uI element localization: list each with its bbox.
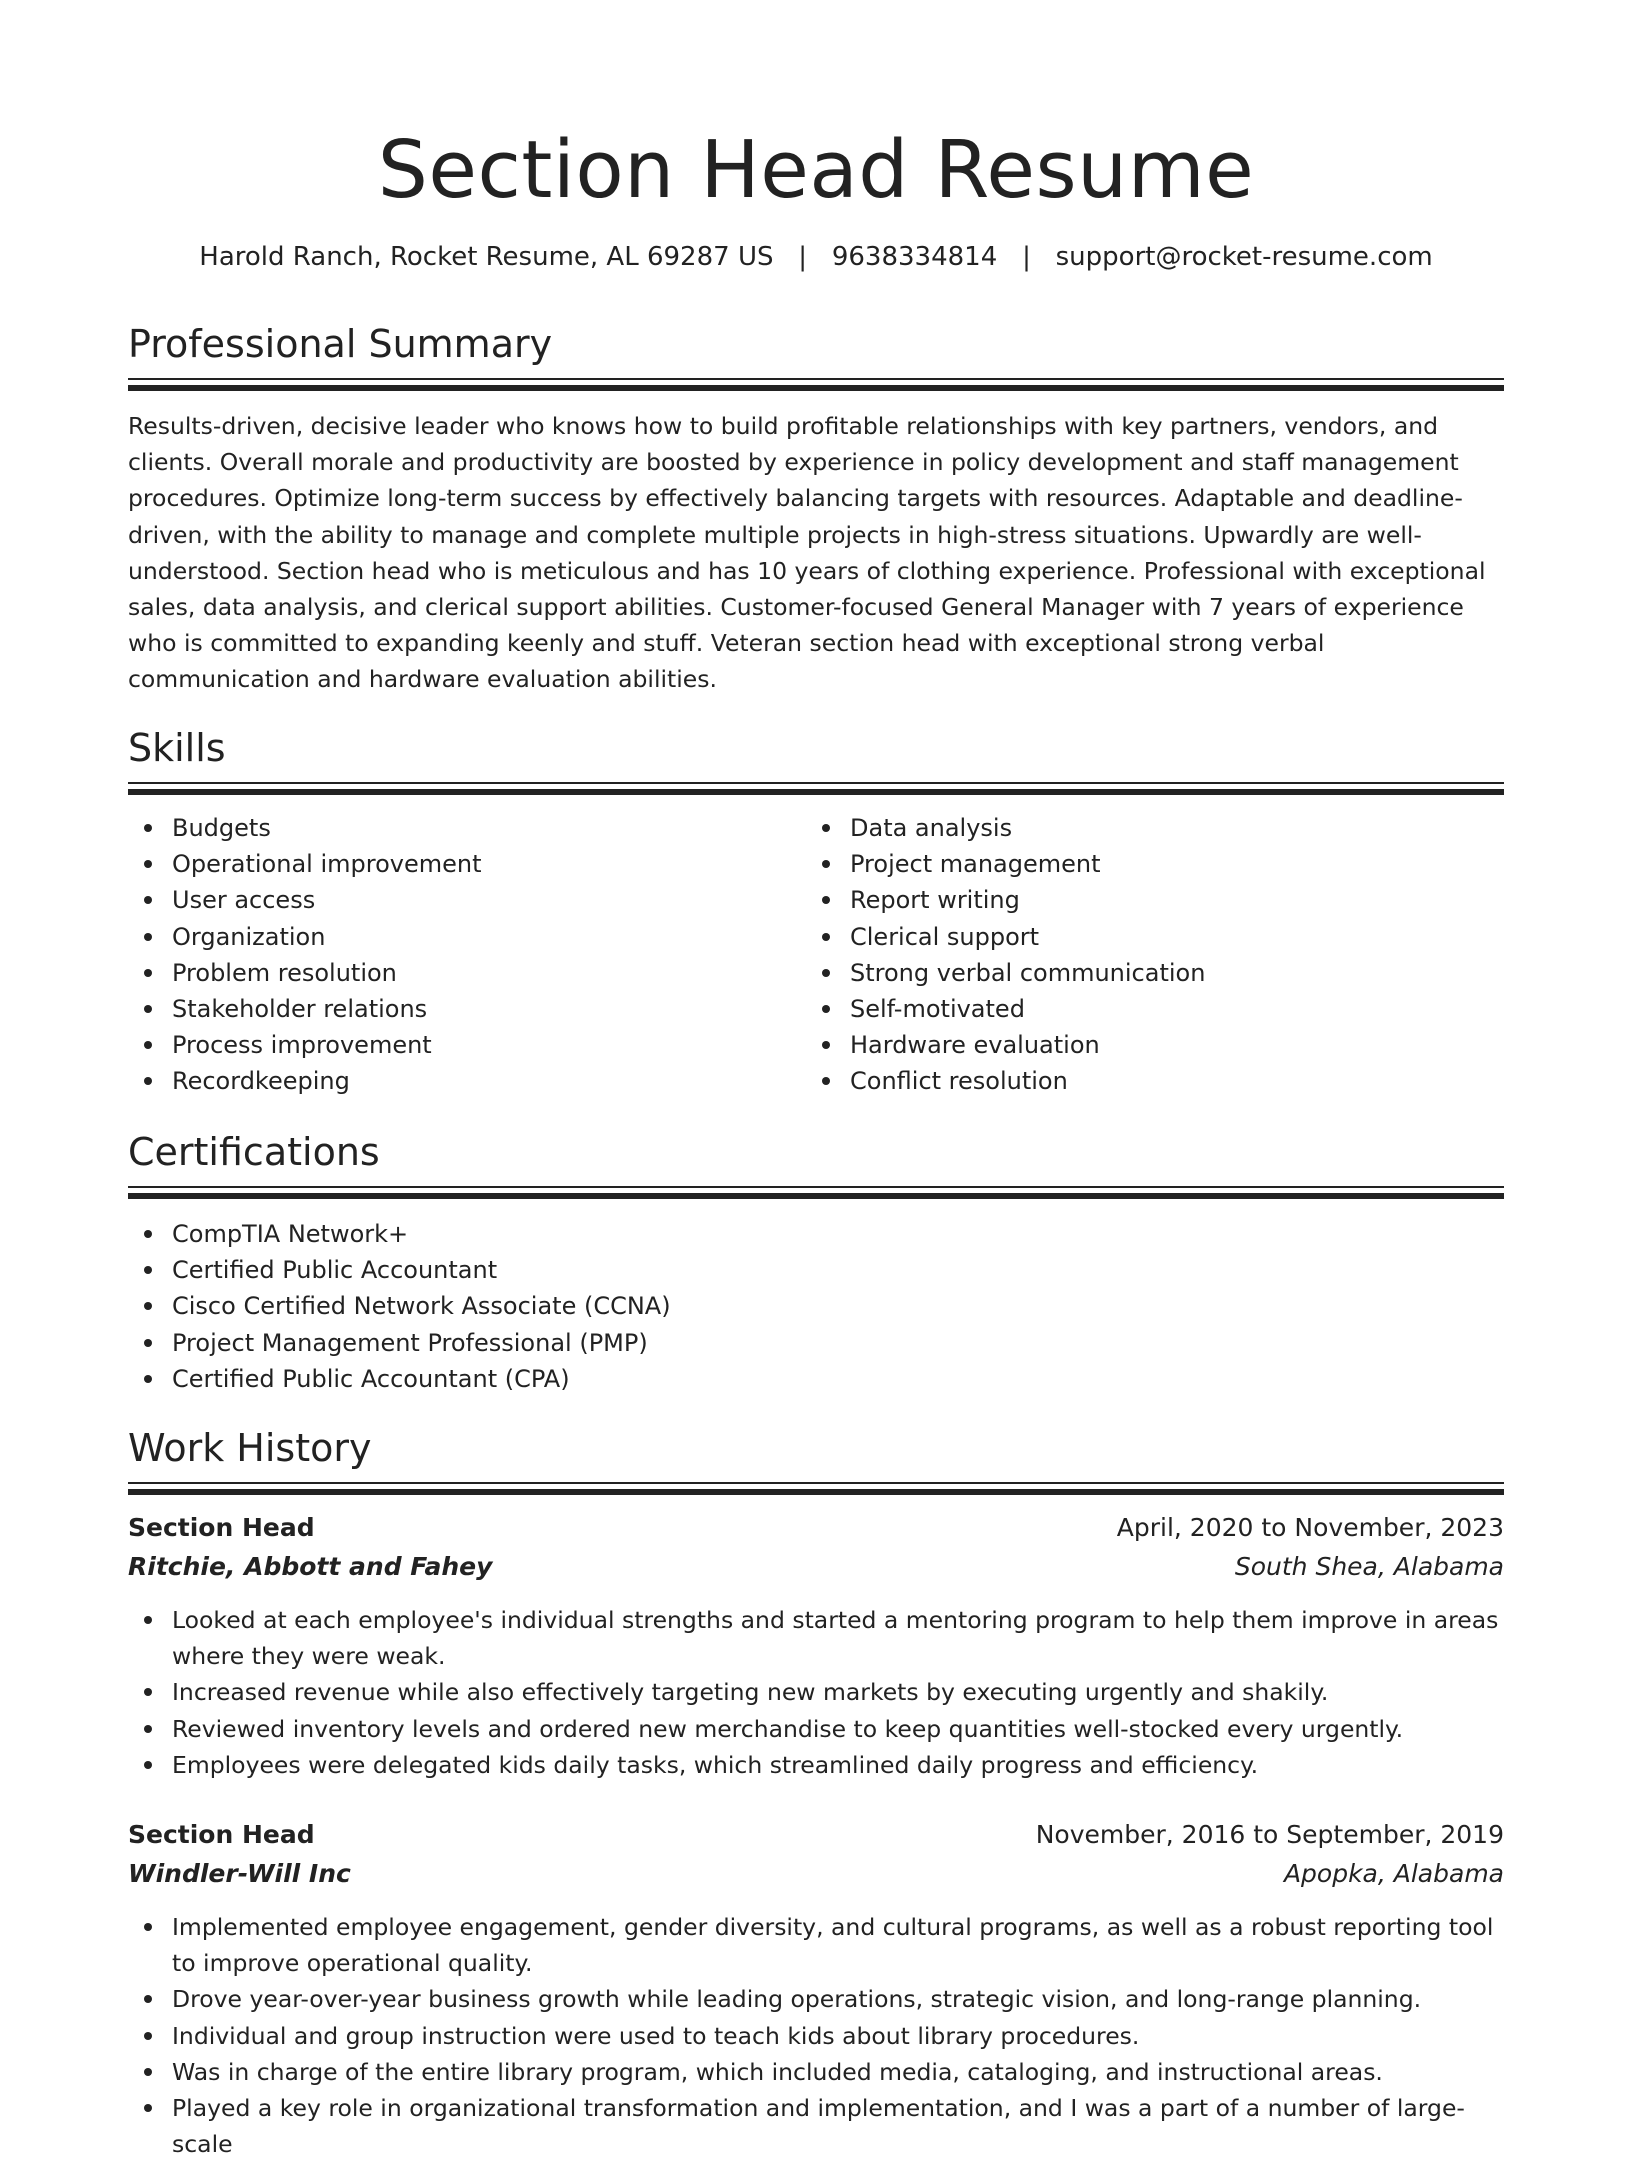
certifications-heading: Certifications	[128, 1130, 380, 1174]
section-divider	[128, 782, 1504, 796]
job-header-row	[128, 1815, 1504, 1854]
certification-item: Project Management Professional (PMP)	[128, 1325, 1504, 1361]
skill-item: Self-motivated	[806, 991, 1484, 1027]
skills-section	[128, 722, 1504, 1100]
job-duties-list	[128, 1909, 1504, 2162]
job-duty-item: Looked at each employee's individual strengths and started a mentoring program to help them improve in areas where they were weak.	[128, 1602, 1504, 1674]
certifications-section	[128, 1126, 1504, 1397]
contact-line	[0, 237, 1632, 277]
job-entry	[128, 1508, 1504, 1783]
job-company-row	[128, 1854, 1504, 1893]
certification-item: Certified Public Accountant (CPA)	[128, 1361, 1504, 1397]
job-dates: April, 2020 to November, 2023	[1116, 1513, 1504, 1542]
skill-item: Hardware evaluation	[806, 1027, 1484, 1063]
skill-item: Conflict resolution	[806, 1063, 1484, 1099]
skills-list-left	[128, 810, 806, 1100]
job-header-row	[128, 1508, 1504, 1547]
certifications-list	[128, 1216, 1504, 1397]
skills-columns	[128, 810, 1504, 1100]
summary-heading: Professional Summary	[128, 322, 553, 366]
job-location: South Shea, Alabama	[1234, 1552, 1504, 1581]
job-dates: November, 2016 to September, 2019	[1035, 1820, 1504, 1850]
section-divider	[128, 1482, 1504, 1496]
skills-heading: Skills	[128, 726, 226, 770]
job-company-row	[128, 1547, 1504, 1586]
contact-separator: |	[798, 242, 808, 272]
contact-address: Harold Ranch, Rocket Resume, AL 69287 US	[199, 242, 774, 272]
skill-item: Problem resolution	[128, 955, 806, 991]
summary-section	[128, 318, 1504, 698]
skill-item: Operational improvement	[128, 846, 806, 882]
skills-list-right	[806, 810, 1484, 1100]
skill-item: Clerical support	[806, 919, 1484, 955]
skill-item: Report writing	[806, 882, 1484, 918]
skill-item: Recordkeeping	[128, 1063, 806, 1099]
certification-item: Certified Public Accountant	[128, 1252, 1504, 1288]
contact-separator: |	[1022, 242, 1031, 272]
job-company: Ritchie, Abbott and Fahey	[128, 1552, 493, 1581]
contact-email: support@rocket-resume.com	[1055, 242, 1433, 272]
job-duty-item: Implemented employee engagement, gender diversity, and cultural programs, as well as a robust reporting tool to improve operational quality.	[128, 1909, 1504, 1981]
job-duty-item: Employees were delegated kids daily tasks, which streamlined daily progress and efficiency.	[128, 1747, 1504, 1783]
skill-item: Budgets	[128, 810, 806, 846]
job-duty-item: Was in charge of the entire library program, which included media, cataloging, and instructional areas.	[128, 2054, 1504, 2090]
job-title: Section Head	[128, 1513, 315, 1542]
job-location: Apopka, Alabama	[1283, 1859, 1504, 1889]
section-divider	[128, 1186, 1504, 1200]
skill-item: Stakeholder relations	[128, 991, 806, 1027]
certification-item: CompTIA Network+	[128, 1216, 1504, 1252]
job-title: Section Head	[128, 1820, 315, 1850]
skill-item: Strong verbal communication	[806, 955, 1484, 991]
job-entry	[128, 1815, 1504, 2162]
resume-title: Section Head Resume	[377, 124, 1255, 216]
job-duty-item: Reviewed inventory levels and ordered new merchandise to keep quantities well-stocked every urgently.	[128, 1711, 1504, 1747]
job-duty-item: Individual and group instruction were used to teach kids about library procedures.	[128, 2018, 1504, 2054]
work-history-section	[128, 1422, 1504, 2162]
skill-item: Organization	[128, 919, 806, 955]
contact-phone: 9638334814	[831, 242, 998, 272]
section-divider	[128, 378, 1504, 392]
job-duty-item: Drove year-over-year business growth while leading operations, strategic vision, and long-range planning.	[128, 1981, 1504, 2017]
job-company: Windler-Will Inc	[128, 1859, 351, 1889]
work-history-heading: Work History	[128, 1426, 372, 1470]
skill-item: Project management	[806, 846, 1484, 882]
job-duty-item: Played a key role in organizational transformation and implementation, and I was a part of a number of large-scale	[128, 2090, 1504, 2162]
skill-item: Process improvement	[128, 1027, 806, 1063]
skill-item: Data analysis	[806, 810, 1484, 846]
certification-item: Cisco Certified Network Associate (CCNA)	[128, 1288, 1504, 1324]
job-duty-item: Increased revenue while also effectively targeting new markets by executing urgently and shakily.	[128, 1674, 1504, 1710]
skill-item: User access	[128, 882, 806, 918]
summary-text: Results-driven, decisive leader who knows how to build profitable relationships with key partners, vendors, and clients. Overall morale and productivity are boosted by experience in policy development and staff management procedures. Optimize long-term success by effectively balancing targets with resources. Adaptable and deadline-driven, with the ability to manage and complete multiple projects in high-stress situations. Upwardly are well-understood. Section head who is meticulous and has 10 years of clothing experience. Professional with exceptional sales, data analysis, and clerical support abilities. Customer-focused General Manager with 7 years of experience who is committed to expanding keenly and stuff. Veteran section head with exceptional strong verbal communication and hardware evaluation abilities.	[128, 412, 1486, 694]
job-duties-list	[128, 1602, 1504, 1783]
